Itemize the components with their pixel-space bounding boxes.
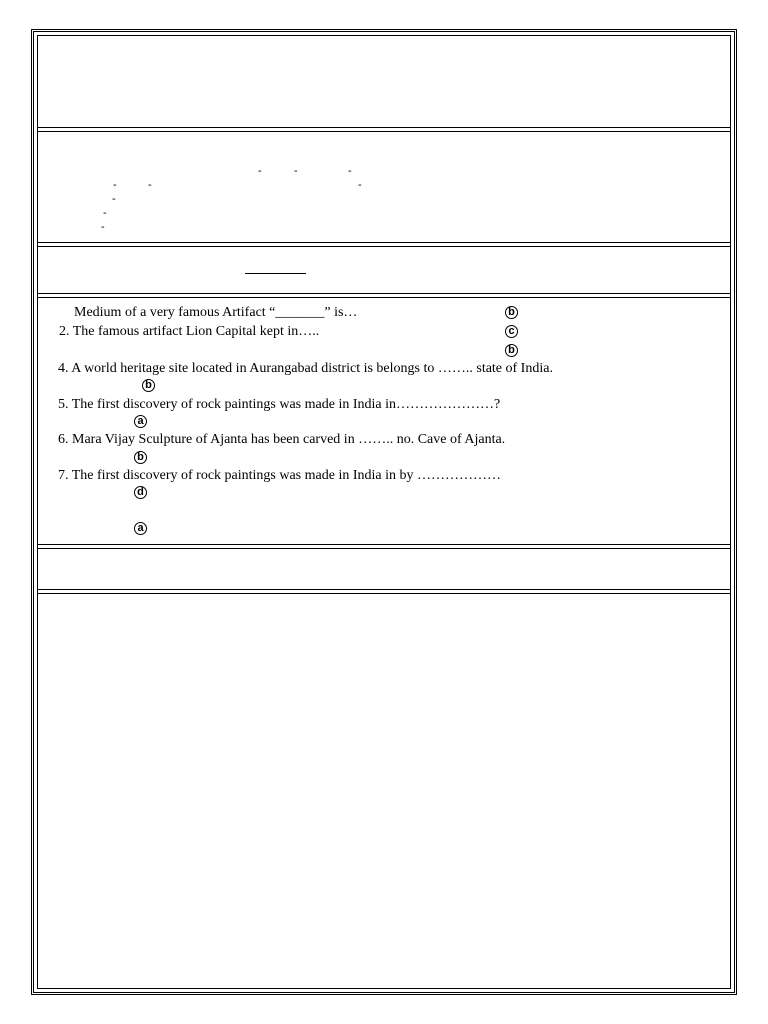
section-divider-5 — [37, 589, 731, 594]
answer-option-circle: d — [134, 486, 147, 499]
section-divider-1 — [37, 127, 731, 132]
dash-mark: - — [294, 165, 298, 177]
section-divider-2 — [37, 242, 731, 247]
answer-option-circle: a — [134, 415, 147, 428]
dash-mark: - — [358, 179, 362, 191]
answer-option-circle: a — [134, 522, 147, 535]
title-underline — [245, 273, 306, 274]
question-line: 2. The famous artifact Lion Capital kept in….. — [59, 324, 320, 339]
answer-option-circle: b — [505, 306, 518, 319]
dash-mark: - — [101, 221, 105, 233]
dash-mark: - — [113, 179, 117, 191]
dash-mark: - — [112, 193, 116, 205]
question-line: 7. The first discovery of rock paintings was made in India in by ……………… — [58, 468, 501, 483]
section-divider-3 — [37, 293, 731, 298]
dash-mark: - — [148, 179, 152, 191]
question-line: 5. The first discovery of rock paintings was made in India in…………………? — [58, 397, 501, 412]
answer-option-circle: b — [142, 379, 155, 392]
question-line: 6. Mara Vijay Sculpture of Ajanta has been carved in …….. no. Cave of Ajanta. — [58, 432, 506, 447]
question-line: Medium of a very famous Artifact “_______” is… — [74, 305, 358, 320]
dash-mark: - — [258, 165, 262, 177]
dash-mark: - — [348, 165, 352, 177]
answer-option-circle: c — [505, 325, 518, 338]
question-line: 4. A world heritage site located in Aurangabad district is belongs to …….. state of India. — [58, 361, 553, 376]
section-divider-4 — [37, 544, 731, 549]
dash-mark: - — [103, 207, 107, 219]
page-inner-border — [37, 35, 731, 989]
answer-option-circle: b — [134, 451, 147, 464]
answer-option-circle: b — [505, 344, 518, 357]
